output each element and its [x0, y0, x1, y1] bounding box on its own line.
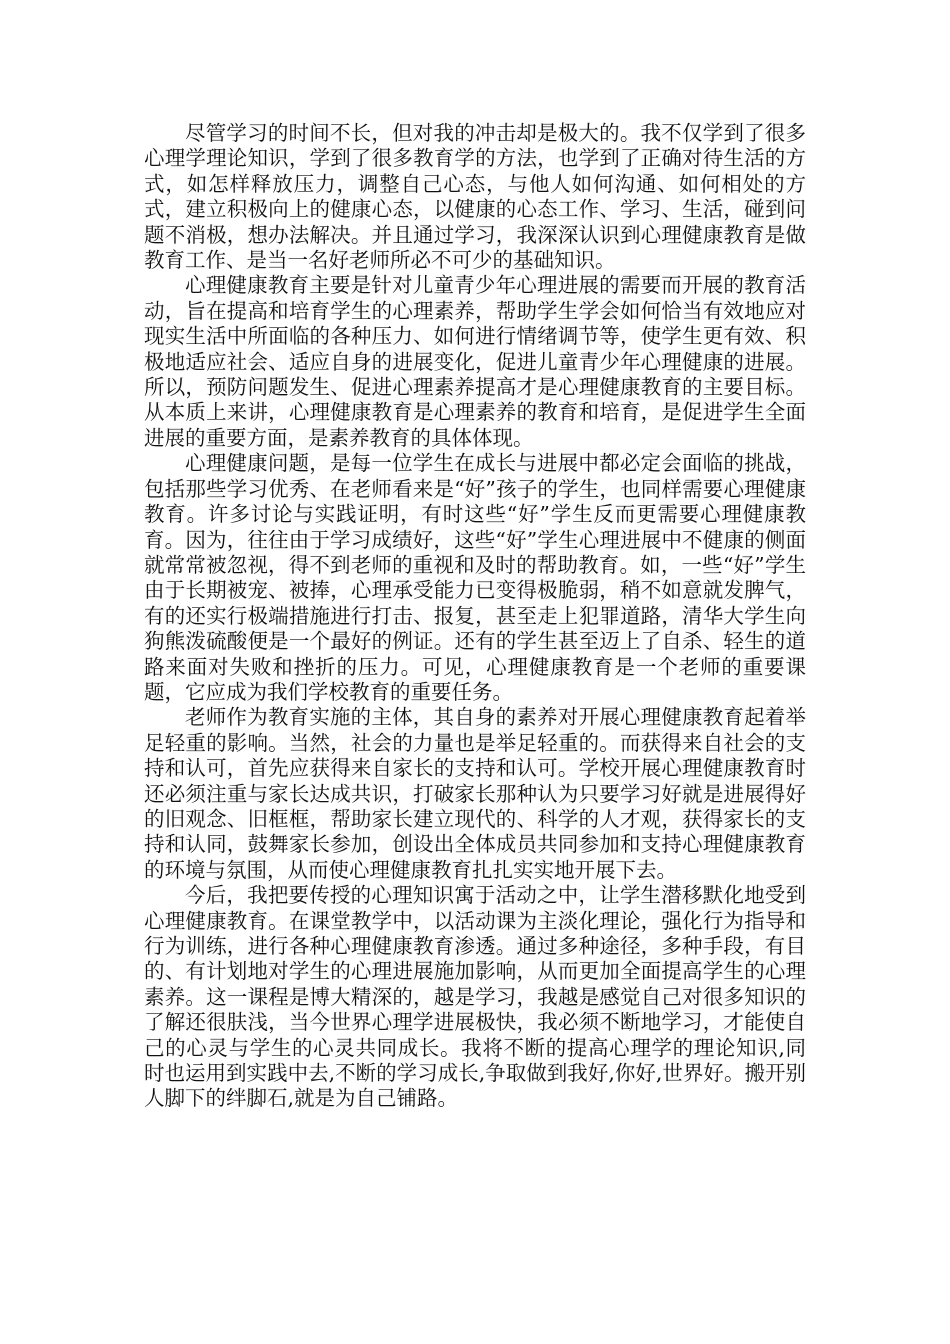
- paragraph-3: 心理健康问题，是每一位学生在成长与进展中都必定会面临的挑战，包括那些学习优秀、在老师看来是“好”孩子的学生，也同样需要心理健康教育。许多讨论与实践证明，有时这些“好”学生反而更需要心理健康教育。因为，往往由于学习成绩好，这些“好”学生心理进展中不健康的侧面就常常被忽视，得不到老师的重视和及时的帮助教育。如，一些“好”学生由于长期被宠、被捧，心理承受能力已变得极脆弱，稍不如意就发脾气，有的还实行极端措施进行打击、报复，甚至走上犯罪道路，清华大学生向狗熊泼硫酸便是一个最好的例证。还有的学生甚至迈上了自杀、轻生的道路来面对失败和挫折的压力。可见，心理健康教育是一个老师的重要课题，它应成为我们学校教育的重要任务。: [144, 451, 806, 704]
- paragraph-4: 老师作为教育实施的主体，其自身的素养对开展心理健康教育起着举足轻重的影响。当然，社会的力量也是举足轻重的。而获得来自社会的支持和认可，首先应获得来自家长的支持和认可。学校开展心理健康教育时还必须注重与家长达成共识，打破家长那种认为只要学习好就是进展得好的旧观念、旧框框，帮助家长建立现代的、科学的人才观，获得家长的支持和认同，鼓舞家长参加，创设出全体成员共同参加和支持心理健康教育的环境与氛围，从而使心理健康教育扎扎实实地开展下去。: [144, 705, 806, 882]
- paragraph-5: 今后，我把要传授的心理知识寓于活动之中，让学生潜移默化地受到心理健康教育。在课堂教学中，以活动课为主淡化理论，强化行为指导和行为训练，进行各种心理健康教育渗透。通过多种途径，多种手段，有目的、有计划地对学生的心理进展施加影响，从而更加全面提高学生的心理素养。这一课程是博大精深的，越是学习，我越是感觉自己对很多知识的了解还很肤浅，当今世界心理学进展极快，我必须不断地学习，才能使自己的心灵与学生的心灵共同成长。我将不断的提高心理学的理论知识,同时也运用到实践中去,不断的学习成长,争取做到我好,你好,世界好。搬开别人脚下的绊脚石,就是为自己铺路。: [144, 883, 806, 1111]
- paragraph-2: 心理健康教育主要是针对儿童青少年心理进展的需要而开展的教育活动，旨在提高和培育学生的心理素养，帮助学生学会如何恰当有效地应对现实生活中所面临的各种压力、如何进行情绪调节等，使学生更有效、积极地适应社会、适应自身的进展变化，促进儿童青少年心理健康的进展。所以，预防问题发生、促进心理素养提高才是心理健康教育的主要目标。从本质上来讲，心理健康教育是心理素养的教育和培育，是促进学生全面进展的重要方面，是素养教育的具体体现。: [144, 273, 806, 450]
- document-body: [144, 121, 806, 1112]
- paragraph-1: 尽管学习的时间不长，但对我的冲击却是极大的。我不仅学到了很多心理学理论知识，学到了很多教育学的方法，也学到了正确对待生活的方式，如怎样释放压力，调整自己心态，与他人如何沟通、如何相处的方式，建立积极向上的健康心态，以健康的心态工作、学习、生活，碰到问题不消极，想办法解决。并且通过学习，我深深认识到心理健康教育是做教育工作、是当一名好老师所必不可少的基础知识。: [144, 121, 806, 273]
